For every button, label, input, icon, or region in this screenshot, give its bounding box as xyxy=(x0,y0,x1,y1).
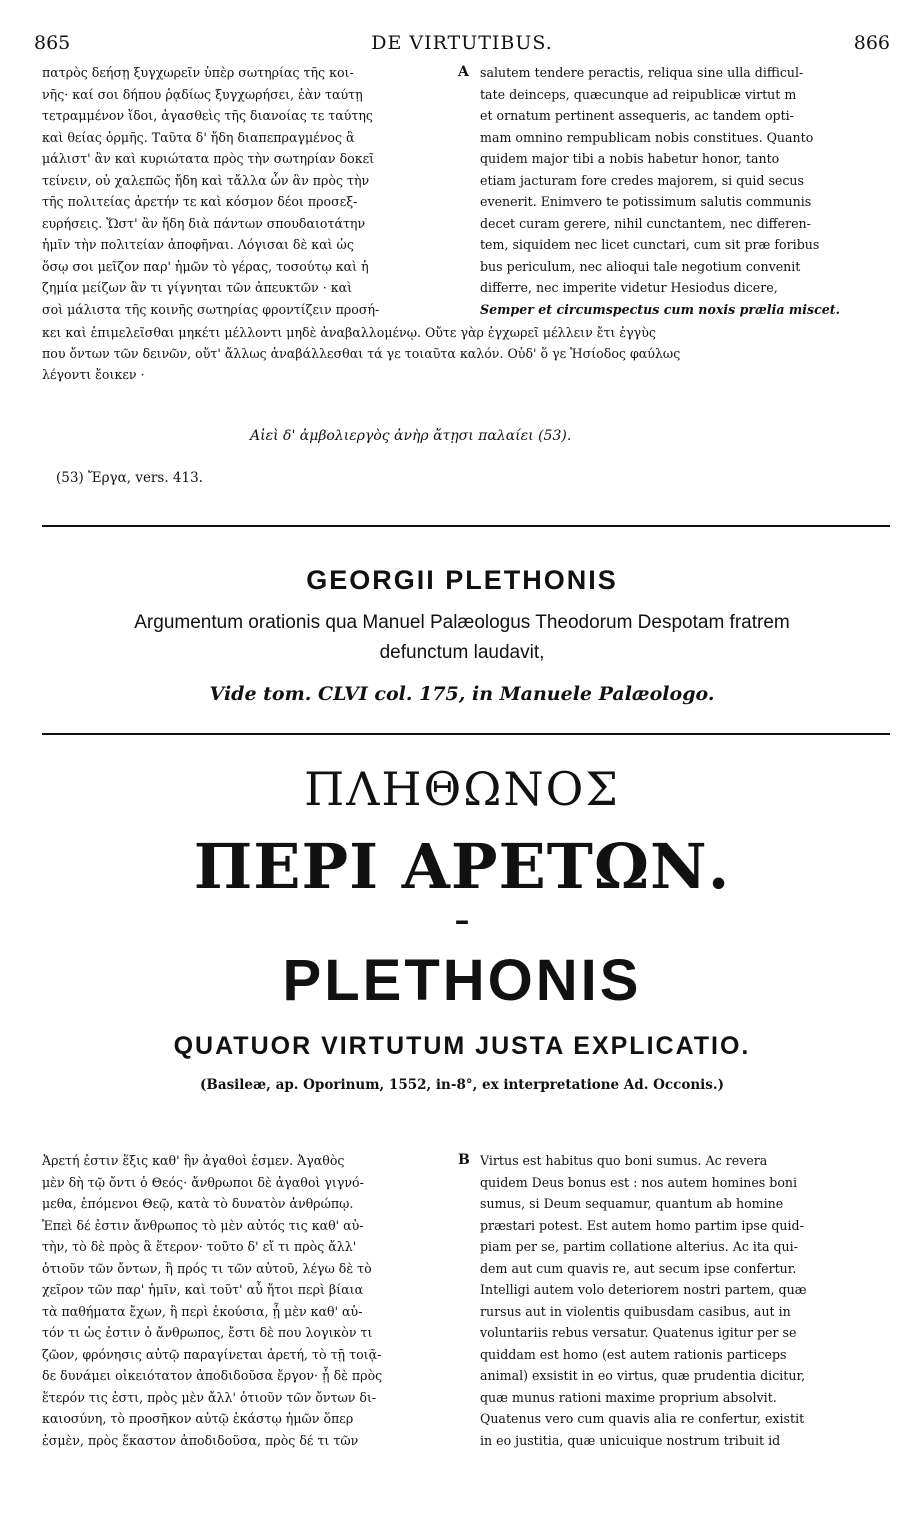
greek-line: Ἀρετή ἐστιν ἕξις καθ' ἣν ἀγαθοὶ ἐσμεν. Ἀγαθὸς xyxy=(42,1153,345,1168)
latin-line: mam omnino rempublicam nobis constitues. Quanto xyxy=(480,129,814,145)
latin-line: evenerit. Enimvero te potissimum salutis communis xyxy=(480,194,812,209)
latin-line: quæ munus rationi maxime proprium absolvit. xyxy=(480,1389,777,1405)
greek-line: τῆς πολιτείας ἀρετήν τε καὶ κόσμον δέοι προσεξ- xyxy=(42,194,358,209)
greek-line: ὅσῳ σοι μεῖζον παρ' ἡμῶν τὸ γέρας, τοσούτῳ καὶ ἡ xyxy=(42,258,369,274)
greek-line: ὁτιοῦν τῶν ὄντων, ἢ πρός τι τῶν αὑτοῦ, λέγω δὲ τὸ xyxy=(42,1260,372,1276)
page-number-left: 865 xyxy=(34,32,71,54)
latin-line: et ornatum pertinent assequeris, ac tandem opti- xyxy=(480,108,794,123)
latin-line: sumus, si Deum sequamur, quantum ab homine xyxy=(480,1196,784,1211)
greek-line: καὶ θείας ὁρμῆς. Ταῦτα δ' ἤδη διαπεπραγμένος ἂ xyxy=(42,129,355,145)
latin-line: decet curam gerere, nihil cunctantem, nec differen- xyxy=(480,215,811,231)
latin-author: PLETHONIS xyxy=(282,948,642,1013)
greek-line: νῆς· καί σοι δήπου ῥᾳδίως ξυγχωρήσει, ἐὰν ταύτῃ xyxy=(42,86,363,102)
full-line: που ὄντων τῶν δεινῶν, οὔτ' ἄλλως ἀναβάλλεσθαι τά γε τοιαῦτα καλόν. Οὐδ' ὅ γε Ἡσίοδος φαύλως xyxy=(42,346,681,361)
greek-line: τείνειν, οὐ χαλεπῶς ἤδη καὶ τἄλλα ὧν ἂν πρὸς τὴν xyxy=(42,172,370,188)
greek-line: σοὶ μάλιστα τῆς κοινῆς σωτηρίας φροντίζειν προσή- xyxy=(42,301,380,317)
greek-line: ἐσμὲν, πρὸς ἕκαστον ἀποδιδοῦσα, πρὸς δέ τι τῶν xyxy=(42,1432,359,1448)
greek-line: τετραμμένον ἴδοι, ἀγασθεὶς τῆς διανοίας τε ταύτης xyxy=(42,108,373,123)
greek-line: ἡμῖν τὴν πολιτείαν ἀποφῆναι. Λόγισαι δὲ καὶ ὡς xyxy=(42,237,354,252)
greek-line: χεῖρον τῶν παρ' ἡμῖν, καὶ τοῦτ' αὖ ἤτοι περὶ βίαια xyxy=(42,1282,364,1297)
latin-line: Intelligi autem volo deteriorem nostri partem, quæ xyxy=(480,1282,807,1297)
greek-line: ζῶον, φρόνησις αὐτῷ παραγίνεται ἀρετή, τὸ τῇ τοιᾷ- xyxy=(42,1346,382,1362)
greek-line: ἕτερόν τις ἐστι, πρὸς μὲν ἄλλ' ὁτιοῦν τῶν ὄντων δι- xyxy=(42,1389,377,1405)
latin-line: piam per se, partim collatione alterius. Ac ita qui- xyxy=(480,1239,798,1254)
greek-line: μεθα, ἑπόμενοι Θεῷ, κατὰ τὸ δυνατὸν ἀνθρώπῳ. xyxy=(42,1196,354,1211)
latin-work-title: QUATUOR VIRTUTUM JUSTA EXPLICATIO. xyxy=(173,1032,751,1060)
greek-line: ευρήσεις. Ὥστ' ἂν ἤδη διὰ πάντων σπουδαιοτάτην xyxy=(42,215,366,231)
running-title: DE VIRTUTIBUS. xyxy=(371,32,553,54)
argument-line: Argumentum orationis qua Manuel Palæologus Theodorum Despotam fratrem xyxy=(134,612,790,633)
title-dash: – xyxy=(454,903,470,938)
latin-line: etiam jacturam fore credes majorem, si quid secus xyxy=(480,172,804,188)
greek-line: τὴν, τὸ δὲ πρὸς ἃ ἕτερον· τοῦτο δ' εἴ τι πρὸς ἄλλ' xyxy=(42,1239,357,1254)
full-line: λέγοντι ἔοικεν · xyxy=(42,367,145,382)
latin-line: bus periculum, nec alioqui tale negotium convenit xyxy=(480,258,801,274)
greek-line: ζημία μείζων ἂν τι γίγνηται τῶν ἀπευκτῶν · καὶ xyxy=(42,280,353,295)
running-header xyxy=(0,32,924,56)
top-greek-column xyxy=(42,62,452,320)
latin-line: tem, siquidem nec licet cunctari, cum sit præ foribus xyxy=(480,237,820,252)
body-latin-column xyxy=(480,1150,890,1451)
latin-line: in eo justitia, quæ unicuique nostrum tribuit id xyxy=(480,1432,781,1448)
top-latin-column xyxy=(480,62,890,320)
latin-line: Virtus est habitus quo boni sumus. Ac revera xyxy=(480,1153,768,1168)
greek-work-title: ΠΕΡΙ ΑΡΕΤΩΝ. xyxy=(193,830,731,903)
latin-line: quiddam est homo (est autem rationis particeps xyxy=(480,1346,787,1362)
latin-verse-line: Semper et circumspectus cum noxis prælia miscet. xyxy=(480,301,840,317)
full-width-greek xyxy=(42,322,890,385)
cross-reference: Vide tom. CLVI col. 175, in Manuele Palæologo. xyxy=(209,683,715,705)
latin-line: differre, nec imperite videtur Hesiodus dicere, xyxy=(480,280,778,295)
page-number-right: 866 xyxy=(853,32,890,54)
greek-line: καιοσύνη, τὸ προσῆκον αὐτῷ ἑκάστῳ ἡμῶν ὅπερ xyxy=(42,1411,354,1426)
latin-line: salutem tendere peractis, reliqua sine ulla difficul- xyxy=(480,65,804,80)
latin-line: animal) exsistit in eo virtus, quæ prudentia dicitur, xyxy=(480,1368,806,1383)
latin-line: dem aut cum quavis re, aut secum ipse confertur. xyxy=(480,1260,797,1276)
column-marker-b: B xyxy=(458,1152,470,1168)
full-line: κει καὶ ἐπιμελεῖσθαι μηκέτι μέλλοντι μηδὲ ἀναβαλλομένῳ. Οὔτε γὰρ ἐγχωρεῖ μέλλειν ἔτι ἐγγὺς xyxy=(42,325,656,340)
footnote: (53) Ἔργα, vers. 413. xyxy=(56,470,203,486)
greek-line: δε δυνάμει οἰκειότατον ἀποδιδοῦσα ἔργον· ᾗ δὲ πρὸς xyxy=(42,1368,383,1383)
divider xyxy=(42,733,890,735)
body-greek-column xyxy=(42,1150,452,1451)
greek-line: Ἐπεὶ δέ ἐστιν ἄνθρωπος τὸ μὲν αὐτός τις καθ' αὑ- xyxy=(42,1217,364,1233)
greek-line: μὲν δὴ τῷ ὄντι ὁ Θεός· ἄνθρωποι δὲ ἀγαθοὶ γιγνό- xyxy=(42,1174,364,1190)
greek-line: τόν τι ὡς ἐστιν ὁ ἄνθρωπος, ἔστι δὲ που λογικὸν τι xyxy=(42,1325,373,1340)
greek-author: ΠΛΗΘΩΝΟΣ xyxy=(304,762,620,816)
latin-line: tate deinceps, quæcunque ad reipublicæ virtut m xyxy=(480,86,797,102)
argument-text xyxy=(0,608,924,668)
section-title: GEORGII PLETHONIS xyxy=(306,565,618,595)
latin-line: quidem Deus bonus est : nos autem homines boni xyxy=(480,1174,798,1190)
latin-line: voluntariis rebus versatur. Quatenus igitur per se xyxy=(480,1325,797,1340)
column-marker-a: A xyxy=(458,64,469,80)
divider xyxy=(42,525,890,527)
greek-line: μάλιστ' ἂν καὶ κυριώτατα πρὸς τὴν σωτηρίαν δοκεῖ xyxy=(42,151,375,166)
latin-line: Quatenus vero cum quavis alia re confertur, existit xyxy=(480,1411,805,1426)
latin-line: quidem major tibi a nobis habetur honor, tanto xyxy=(480,151,780,166)
latin-line: præstari potest. Est autem homo partim ipse quid- xyxy=(480,1217,804,1233)
greek-line: πατρὸς δεήσῃ ξυγχωρεῖν ὑπὲρ σωτηρίας τῆς κοι- xyxy=(42,65,354,80)
argument-line: defunctum laudavit, xyxy=(379,642,545,663)
latin-line: rursus aut in violentis quibusdam casibus, aut in xyxy=(480,1303,791,1319)
hesiod-verse: Αἰεὶ δ' ἀμβολιεργὸς ἀνὴρ ἄτῃσι παλαίει (53). xyxy=(250,428,572,444)
edition-note: (Basileæ, ap. Oporinum, 1552, in-8°, ex interpretatione Ad. Occonis.) xyxy=(200,1077,724,1093)
greek-line: τὰ παθήματα ἔχων, ἢ περὶ ἑκούσια, ᾗ μὲν καθ' αὑ- xyxy=(42,1303,363,1319)
